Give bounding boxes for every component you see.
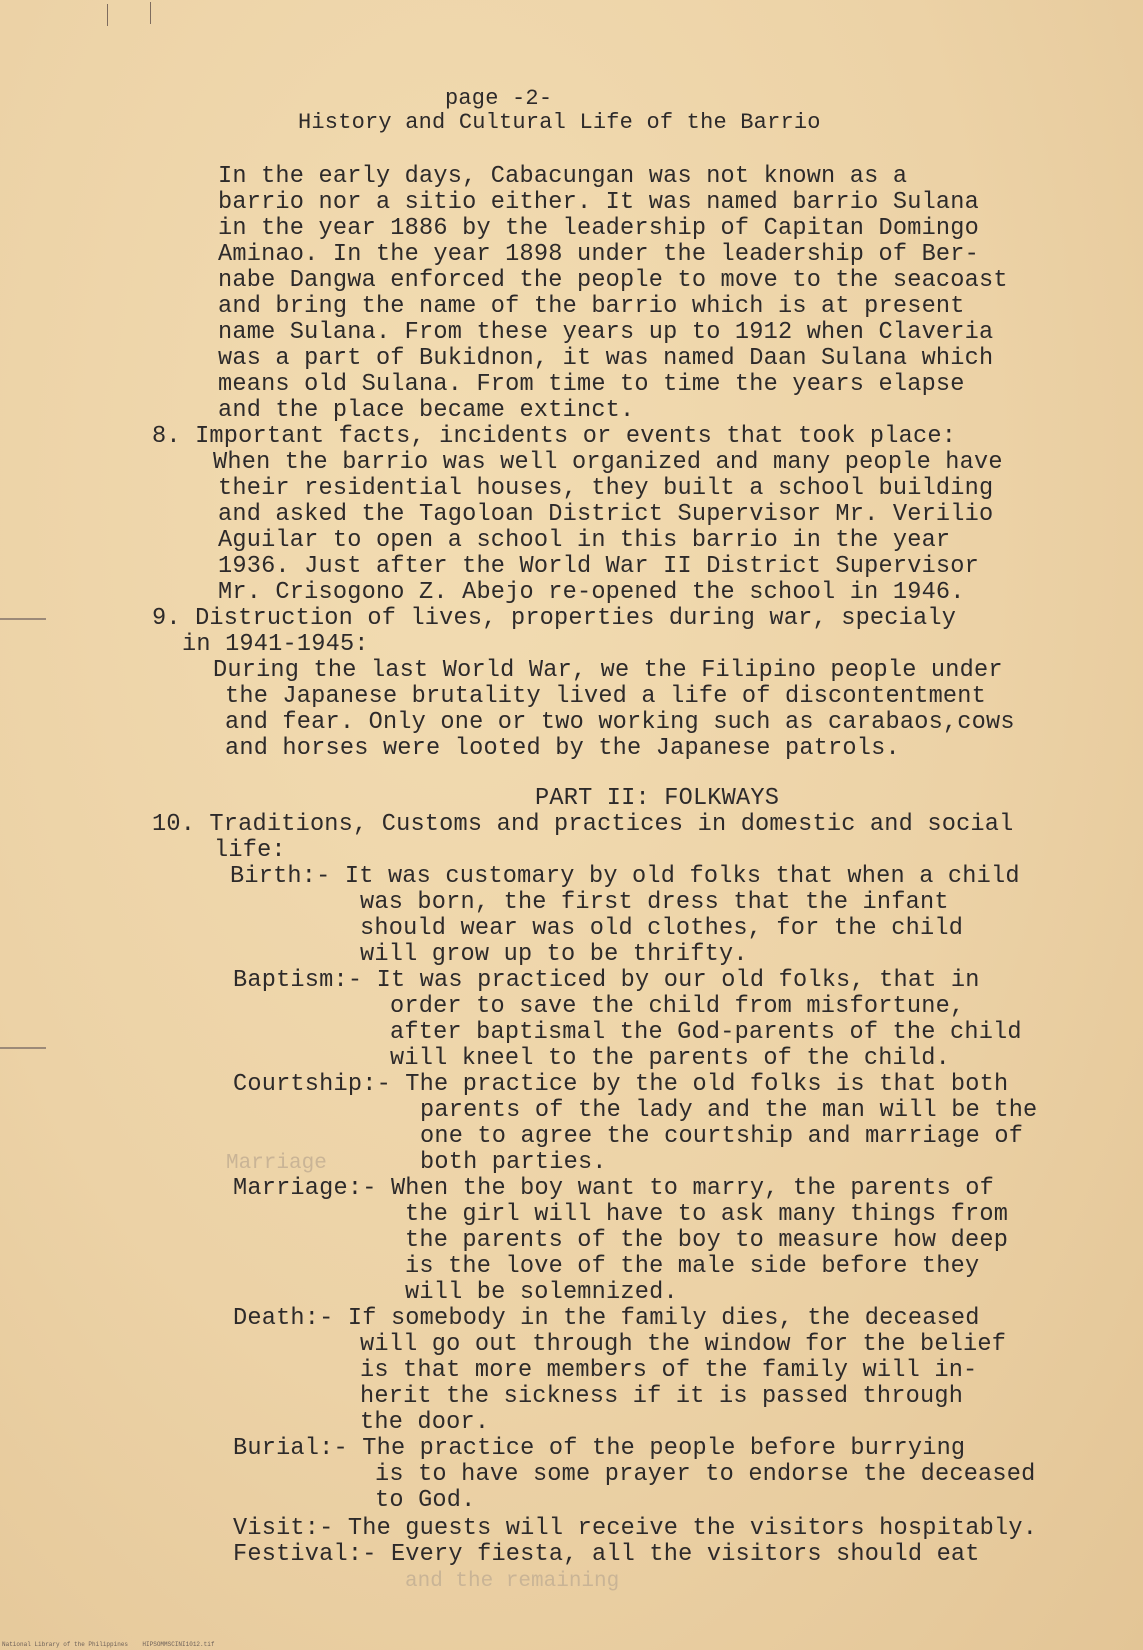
text-line: and the place became extinct.: [218, 397, 635, 424]
marriage-entry: Marriage:- When the boy want to marry, the parents of: [233, 1175, 995, 1202]
text-line: Aminao. In the year 1898 under the leadership of Ber-: [218, 241, 980, 268]
text-line: will grow up to be thrifty.: [360, 941, 748, 968]
birth-entry: Birth:- It was customary by old folks that when a child: [230, 863, 1020, 890]
text-line: means old Sulana. From time to time the years elapse: [218, 371, 965, 398]
text-line: was born, the first dress that the infant: [360, 889, 949, 916]
text-line: after baptismal the God-parents of the child: [390, 1019, 1022, 1046]
text-line: the door.: [360, 1409, 490, 1436]
death-entry: Death:- If somebody in the family dies, the deceased: [233, 1305, 980, 1332]
item-heading: 10. Traditions, Customs and practices in domestic and social: [152, 811, 1014, 838]
page-number: page -2-: [445, 86, 553, 111]
festival-entry: Festival:- Every fiesta, all the visitors should eat: [233, 1541, 980, 1568]
text-line: the Japanese brutality lived a life of discontentment: [225, 683, 987, 710]
text-line: parents of the lady and the man will be the: [420, 1097, 1038, 1124]
text-line: will kneel to the parents of the child.: [390, 1045, 950, 1072]
text-line: will go out through the window for the belief: [360, 1331, 1007, 1358]
text-line: and fear. Only one or two working such as carabaos,cows: [225, 709, 1015, 736]
text-line: their residential houses, they built a school building: [218, 475, 994, 502]
margin-mark: [0, 1047, 46, 1049]
margin-tick: [150, 2, 151, 24]
text-line: to God.: [375, 1487, 476, 1514]
courtship-entry: Courtship:- The practice by the old folks is that both: [233, 1071, 1009, 1098]
faint-marriage-ghost: Marriage: [226, 1152, 327, 1175]
margin-mark: [0, 618, 46, 620]
text-line: one to agree the courtship and marriage of: [420, 1123, 1024, 1150]
text-line: herit the sickness if it is passed through: [360, 1383, 964, 1410]
visit-entry: Visit:- The guests will receive the visitors hospitably.: [233, 1515, 1038, 1542]
item-heading: 9. Distruction of lives, properties during war, specialy: [152, 605, 957, 632]
text-line: In the early days, Cabacungan was not known as a: [218, 163, 908, 190]
text-line: was a part of Bukidnon, it was named Daan Sulana which: [218, 345, 994, 372]
text-line: Aguilar to open a school in this barrio in the year: [218, 527, 951, 554]
page-title: History and Cultural Life of the Barrio: [298, 110, 821, 135]
text-line: 1936. Just after the World War II District Supervisor: [218, 553, 980, 580]
text-line: in the year 1886 by the leadership of Capitan Domingo: [218, 215, 980, 242]
section-title: PART II: FOLKWAYS: [535, 785, 780, 812]
text-line: is to have some prayer to endorse the deceased: [375, 1461, 1036, 1488]
text-line: should wear was old clothes, for the child: [360, 915, 964, 942]
text-line: and bring the name of the barrio which is at present: [218, 293, 965, 320]
text-line: and asked the Tagoloan District Supervisor Mr. Verilio: [218, 501, 994, 528]
text-line: is the love of the male side before they: [405, 1253, 980, 1280]
margin-tick: [107, 4, 108, 26]
text-line: and horses were looted by the Japanese patrols.: [225, 735, 900, 762]
scan-footer: National Library of the Philippines HIPSOMMSCINI1012.tif: [2, 1641, 215, 1648]
text-line: will be solemnized.: [405, 1279, 678, 1306]
text-line: both parties.: [420, 1149, 607, 1176]
text-line: the girl will have to ask many things from: [405, 1201, 1009, 1228]
faint-bottom-ghost: and the remaining: [405, 1570, 620, 1593]
text-line: Mr. Crisogono Z. Abejo re-opened the school in 1946.: [218, 579, 965, 606]
text-line: During the last World War, we the Filipino people under: [213, 657, 1003, 684]
text-line: When the barrio was well organized and many people have: [213, 449, 1003, 476]
text-line: is that more members of the family will in-: [360, 1357, 978, 1384]
baptism-entry: Baptism:- It was practiced by our old folks, that in: [233, 967, 980, 994]
item-heading: 8. Important facts, incidents or events that took place:: [152, 423, 957, 450]
burial-entry: Burial:- The practice of the people before burrying: [233, 1435, 966, 1462]
text-line: barrio nor a sitio either. It was named barrio Sulana: [218, 189, 980, 216]
text-line: nabe Dangwa enforced the people to move to the seacoast: [218, 267, 1008, 294]
text-line: the parents of the boy to measure how deep: [405, 1227, 1009, 1254]
item-heading: life:: [214, 837, 286, 864]
item-heading: in 1941-1945:: [182, 631, 369, 658]
text-line: order to save the child from misfortune,: [390, 993, 965, 1020]
text-line: name Sulana. From these years up to 1912 when Claveria: [218, 319, 994, 346]
